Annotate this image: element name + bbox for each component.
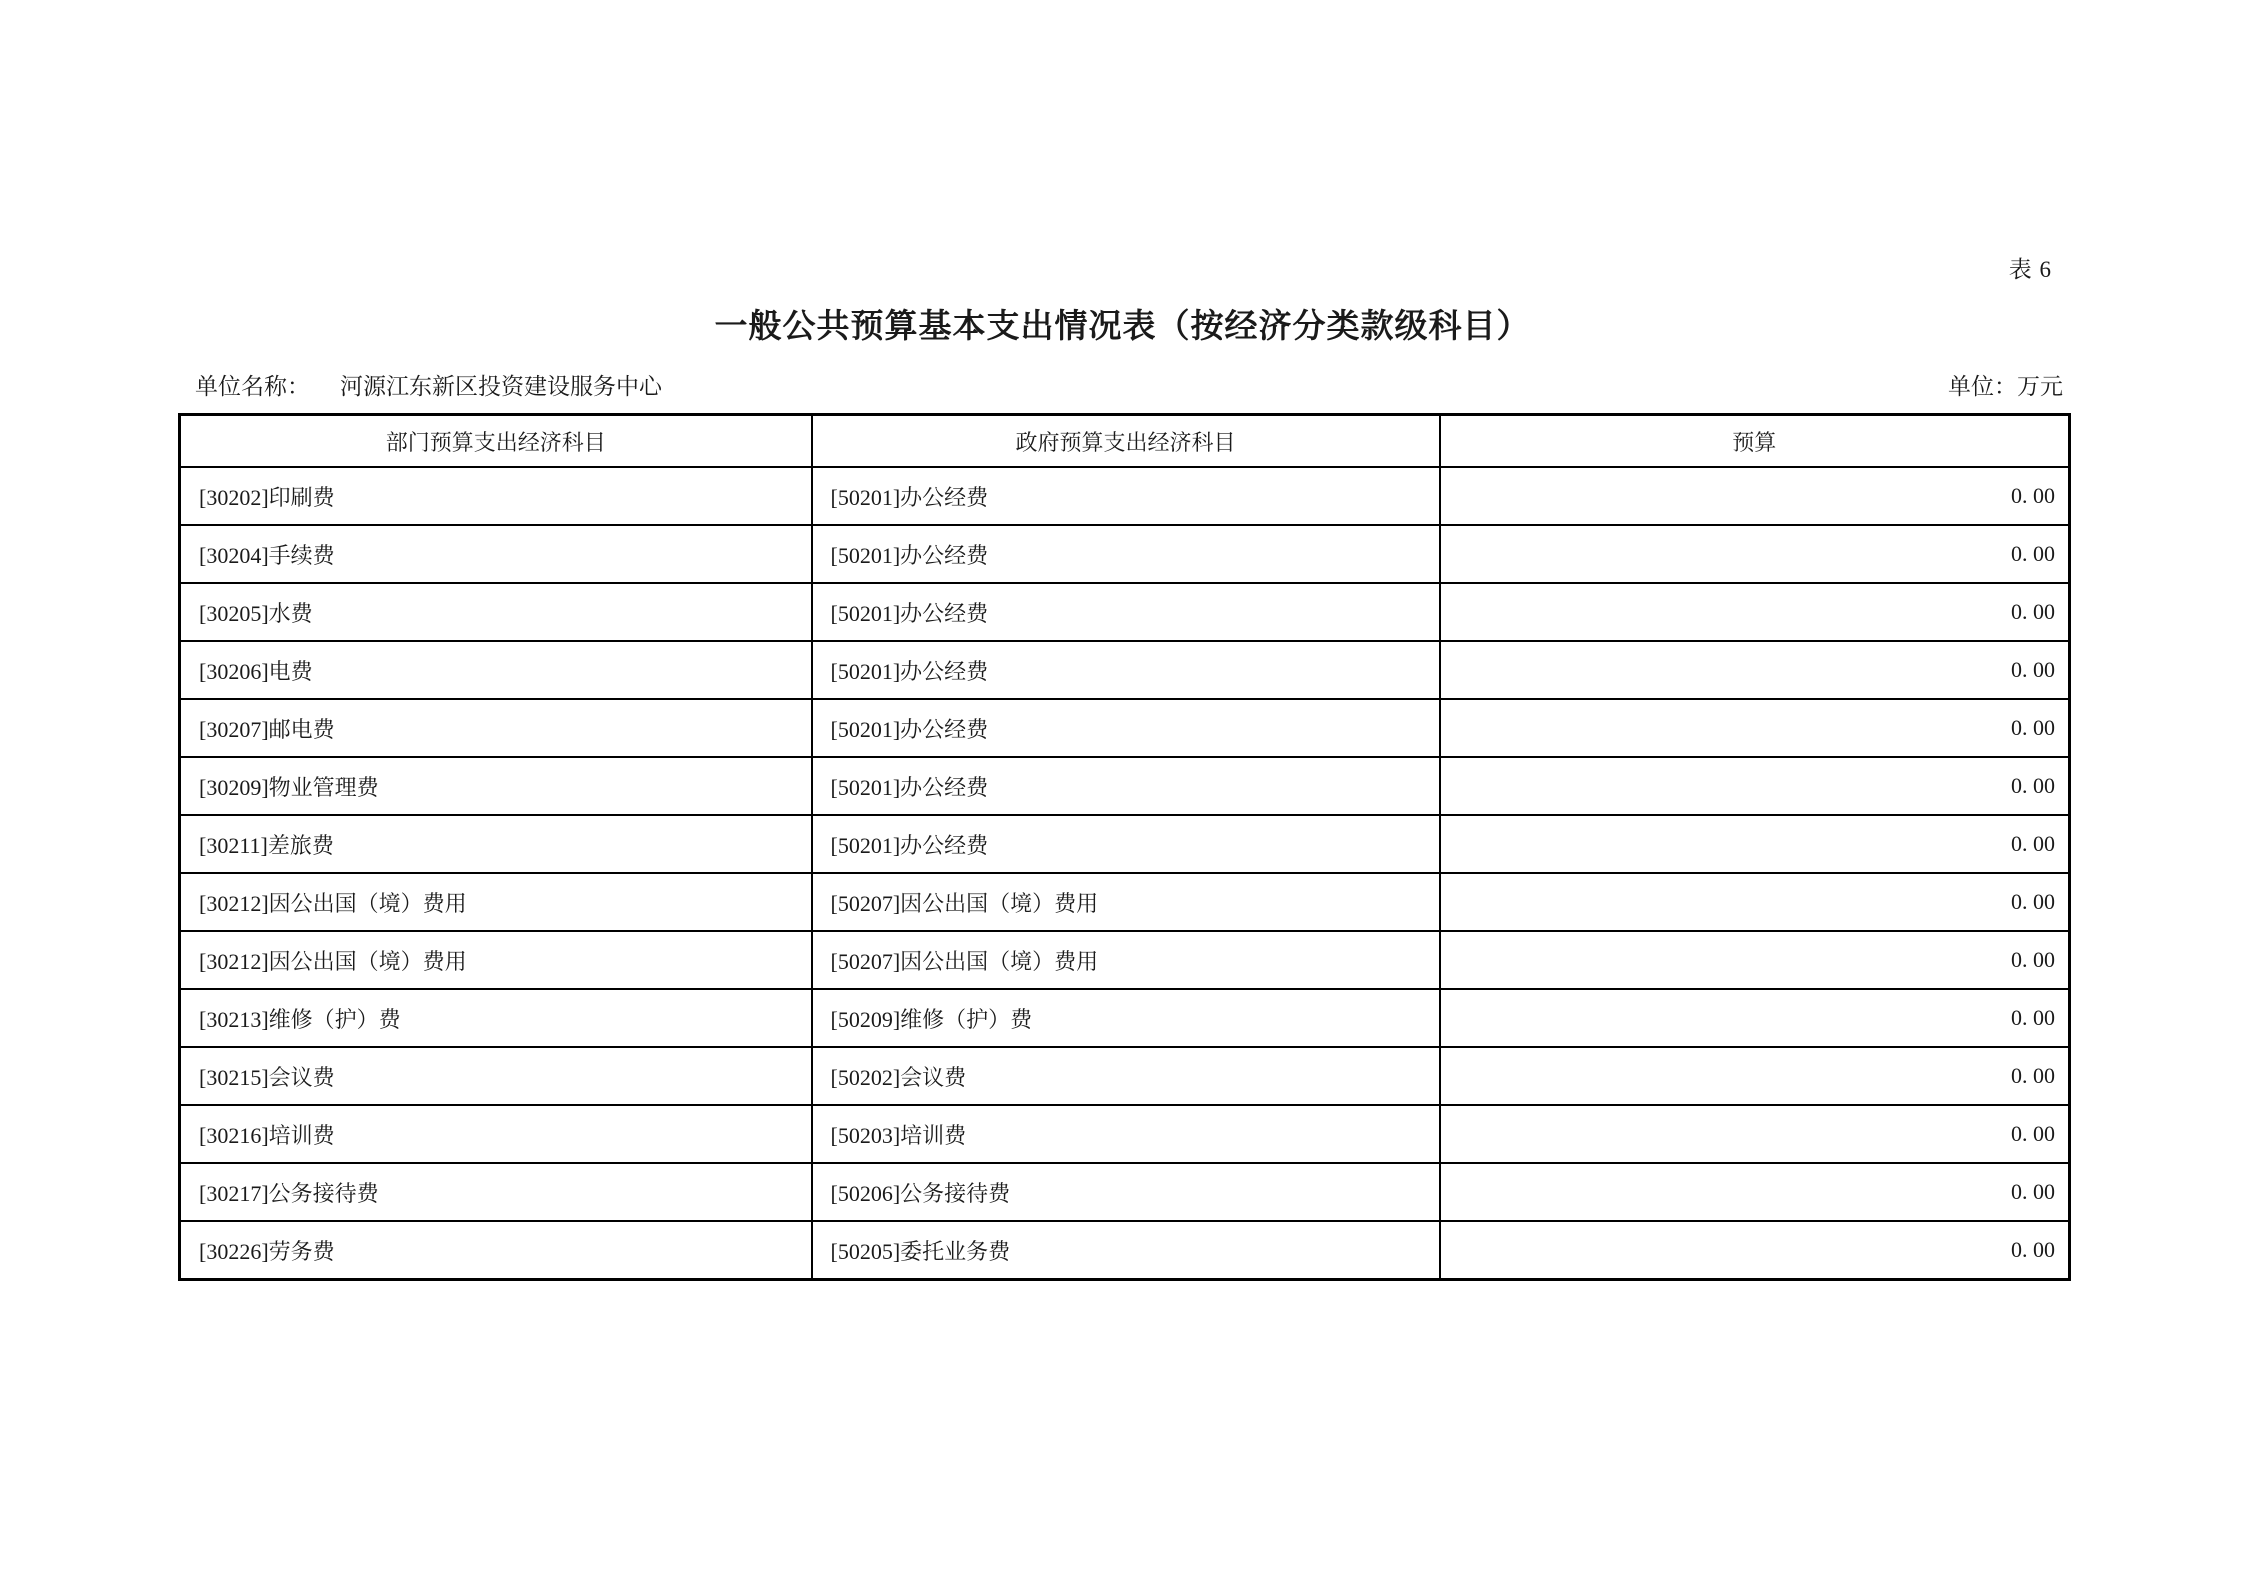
gov-subject-cell: [50201]办公经费 [812,583,1440,641]
budget-value-cell: 0. 00 [1440,873,2070,931]
table-row [180,1163,2070,1221]
dept-subject-cell: [30212]因公出国（境）费用 [180,931,812,989]
dept-subject-cell: [30212]因公出国（境）费用 [180,873,812,931]
unit-name-group [195,368,662,401]
currency-unit-label: 单位：万元 [1948,374,2063,399]
dept-subject-cell: [30226]劳务费 [180,1221,812,1280]
dept-subject-cell: [30204]手续费 [180,525,812,583]
header-dept-subject: 部门预算支出经济科目 [180,415,812,468]
dept-subject-cell: [30207]邮电费 [180,699,812,757]
budget-table [178,413,2071,1281]
header-gov-subject: 政府预算支出经济科目 [812,415,1440,468]
budget-table-body [180,467,2070,1280]
dept-subject-cell: [30216]培训费 [180,1105,812,1163]
dept-subject-cell: [30215]会议费 [180,1047,812,1105]
gov-subject-cell: [50207]因公出国（境）费用 [812,873,1440,931]
header-budget: 预算 [1440,415,2070,468]
table-row [180,641,2070,699]
budget-value-cell: 0. 00 [1440,1163,2070,1221]
table-row [180,989,2070,1047]
table-row [180,931,2070,989]
gov-subject-cell: [50203]培训费 [812,1105,1440,1163]
gov-subject-cell: [50202]会议费 [812,1047,1440,1105]
dept-subject-cell: [30202]印刷费 [180,467,812,525]
budget-value-cell: 0. 00 [1440,1221,2070,1280]
table-row [180,525,2070,583]
budget-value-cell: 0. 00 [1440,525,2070,583]
dept-subject-cell: [30211]差旅费 [180,815,812,873]
budget-value-cell: 0. 00 [1440,641,2070,699]
dept-subject-cell: [30209]物业管理费 [180,757,812,815]
budget-value-cell: 0. 00 [1440,1105,2070,1163]
budget-value-cell: 0. 00 [1440,931,2070,989]
table-row [180,583,2070,641]
table-row [180,757,2070,815]
gov-subject-cell: [50201]办公经费 [812,757,1440,815]
budget-value-cell: 0. 00 [1440,815,2070,873]
dept-subject-cell: [30205]水费 [180,583,812,641]
gov-subject-cell: [50201]办公经费 [812,815,1440,873]
unit-name-value: 河源江东新区投资建设服务中心 [340,374,662,399]
gov-subject-cell: [50209]维修（护）费 [812,989,1440,1047]
table-row [180,815,2070,873]
budget-value-cell: 0. 00 [1440,757,2070,815]
gov-subject-cell: [50201]办公经费 [812,641,1440,699]
table-row [180,873,2070,931]
gov-subject-cell: [50207]因公出国（境）费用 [812,931,1440,989]
unit-name-label: 单位名称： [195,374,310,399]
table-row [180,1047,2070,1105]
dept-subject-cell: [30217]公务接待费 [180,1163,812,1221]
dept-subject-cell: [30206]电费 [180,641,812,699]
budget-value-cell: 0. 00 [1440,583,2070,641]
dept-subject-cell: [30213]维修（护）费 [180,989,812,1047]
gov-subject-cell: [50201]办公经费 [812,467,1440,525]
table-row [180,1221,2070,1280]
gov-subject-cell: [50201]办公经费 [812,699,1440,757]
table-row [180,699,2070,757]
table-row [180,467,2070,525]
gov-subject-cell: [50205]委托业务费 [812,1221,1440,1280]
table-row [180,1105,2070,1163]
table-number-label: 表 6 [2008,257,2052,282]
budget-value-cell: 0. 00 [1440,1047,2070,1105]
table-header-row [180,415,2070,468]
budget-value-cell: 0. 00 [1440,467,2070,525]
budget-value-cell: 0. 00 [1440,699,2070,757]
gov-subject-cell: [50201]办公经费 [812,525,1440,583]
gov-subject-cell: [50206]公务接待费 [812,1163,1440,1221]
meta-row [195,368,2063,401]
budget-value-cell: 0. 00 [1440,989,2070,1047]
page-title: 一般公共预算基本支出情况表（按经济分类款级科目） [714,309,1531,345]
